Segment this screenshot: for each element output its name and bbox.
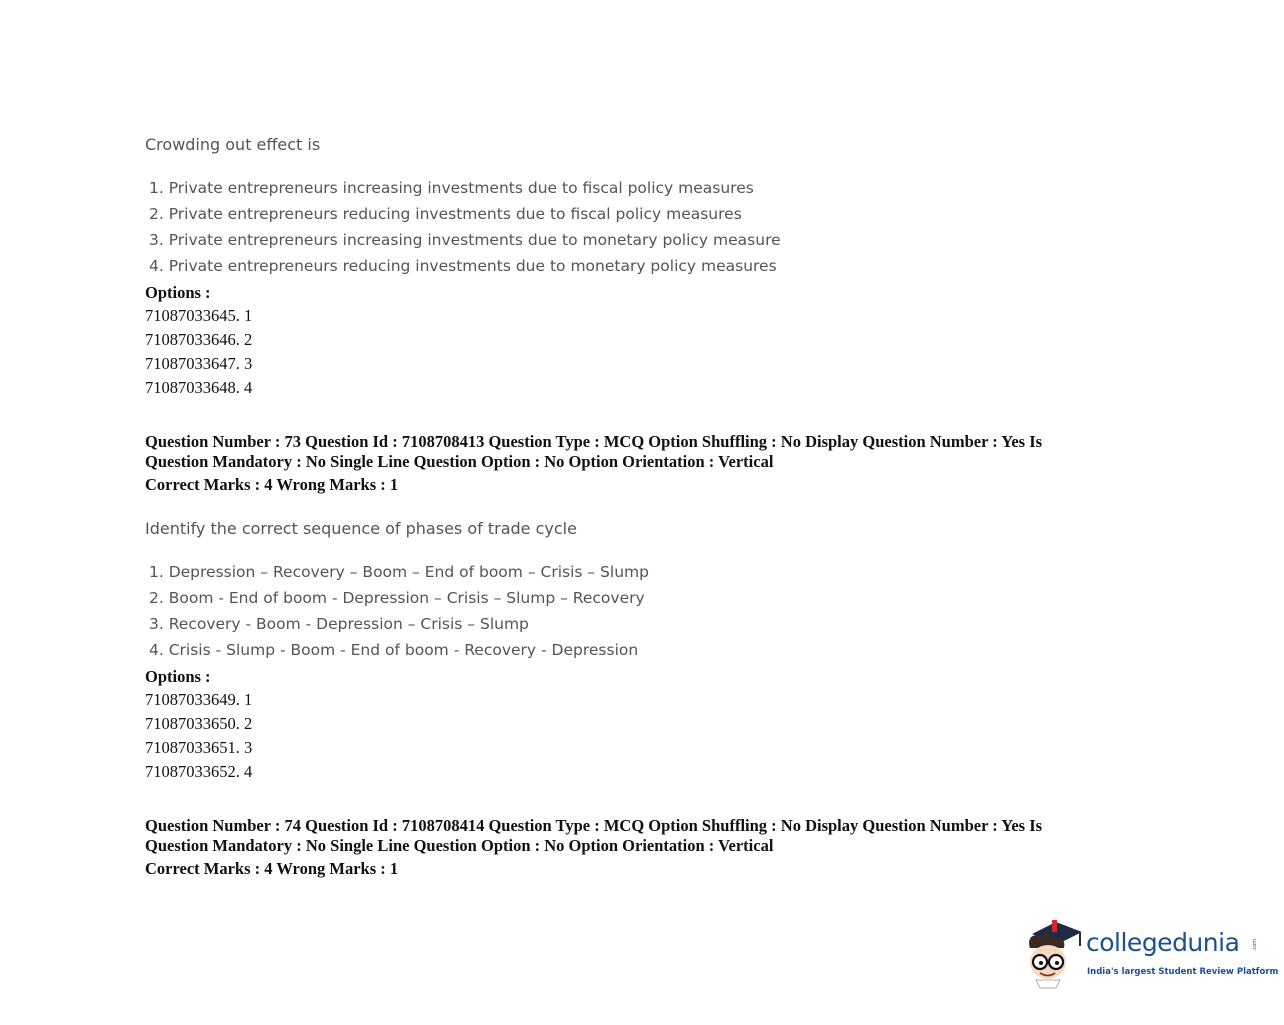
q74-meta: [145, 816, 1105, 856]
q72-option-3: 71087033647. 3: [145, 354, 253, 373]
q72-choice-4: 4. Private entrepreneurs reducing investments due to monetary policy measures: [149, 257, 777, 275]
q72-option-4: 71087033648. 4: [145, 378, 253, 397]
q73-meta: [145, 432, 1105, 472]
q72-options-label: Options :: [145, 283, 211, 302]
q72-choice-1: 1. Private entrepreneurs increasing investments due to fiscal policy measures: [149, 179, 754, 197]
q73-option-4: 71087033652. 4: [145, 762, 253, 781]
q73-options-label: Options :: [145, 667, 211, 686]
mascot-icon: [1022, 918, 1086, 990]
q73-stem: Identify the correct sequence of phases of trade cycle: [145, 519, 577, 538]
collegedunia-logo: [1022, 918, 1279, 990]
q73-option-2: 71087033650. 2: [145, 714, 253, 733]
q73-marks: Correct Marks : 4 Wrong Marks : 1: [145, 475, 399, 494]
logo-wordmark: collegedunia: [1086, 928, 1240, 957]
q72-option-1: 71087033645. 1: [145, 306, 253, 325]
q73-choice-3: 3. Recovery - Boom - Depression – Crisis – Slump: [149, 615, 529, 633]
q72-stem: Crowding out effect is: [145, 135, 321, 154]
q73-meta-line-2: Question Mandatory : No Single Line Question Option : No Option Orientation : Vertical: [145, 452, 774, 471]
q72-choice-3: 3. Private entrepreneurs increasing investments due to monetary policy measure: [149, 231, 781, 249]
q72-choice-2: 2. Private entrepreneurs reducing investments due to fiscal policy measures: [149, 205, 742, 223]
q73-choice-1: 1. Depression – Recovery – Boom – End of boom – Crisis – Slump: [149, 563, 649, 581]
q73-option-1: 71087033649. 1: [145, 690, 253, 709]
q73-choice-2: 2. Boom - End of boom - Depression – Crisis – Slump – Recovery: [149, 589, 645, 607]
q74-meta-line-2: Question Mandatory : No Single Line Question Option : No Option Orientation : Vertical: [145, 836, 774, 855]
q74-meta-line-1: Question Number : 74 Question Id : 7108708414 Question Type : MCQ Option Shuffling : No Display Question Number : Yes Is: [145, 816, 1043, 835]
logo-tagline: India's largest Student Review Platform: [1087, 967, 1279, 977]
q73-choice-4: 4. Crisis - Slump - Boom - End of boom - Recovery - Depression: [149, 641, 639, 659]
q72-option-2: 71087033646. 2: [145, 330, 253, 349]
logo-suffix: .com: [1252, 938, 1259, 952]
q73-option-3: 71087033651. 3: [145, 738, 253, 757]
q73-meta-line-1: Question Number : 73 Question Id : 7108708413 Question Type : MCQ Option Shuffling : No Display Question Number : Yes Is: [145, 432, 1043, 451]
q74-marks: Correct Marks : 4 Wrong Marks : 1: [145, 859, 399, 878]
